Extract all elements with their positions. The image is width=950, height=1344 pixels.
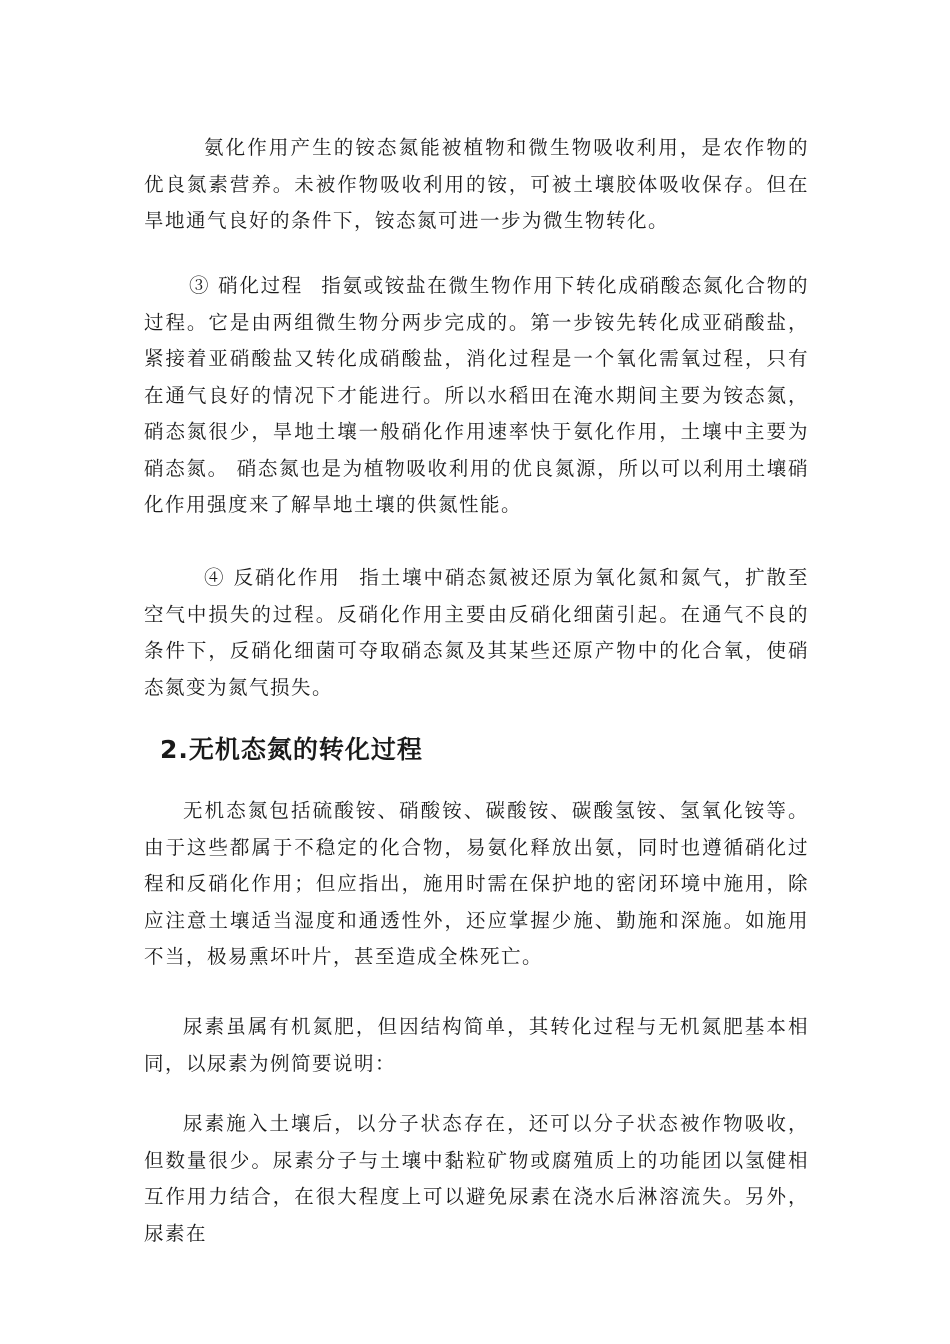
section-heading: 2.无机态氮的转化过程 (160, 735, 423, 764)
nitrification-body: 指氨或铵盐在微生物作用下转化成硝酸态氮化合物的过程。它是由两组微生物分两步完成的。第一步铵先转化成亚硝酸盐，紧接着亚硝酸盐又转化成硝酸盐，消化过程是一个氧化需氧过程，只有在通气良好的情况下才能进行。所以水稻田在淹水期间主要为铵态氮，硝态氮很少，旱地土壤一般硝化作用速率快于氨化作用，土壤中主要为硝态氮。 硝态氮也是为植物吸收利用的优良氮源，所以可以利用土壤硝化作用强度来了解旱地土壤的供氮性能。 (144, 274, 809, 516)
denitrification-body: 指土壤中硝态氮被还原为氧化氮和氮气，扩散至空气中损失的过程。反硝化作用主要由反硝化细菌引起。在通气不良的条件下，反硝化细菌可夺取硝态氮及其某些还原产物中的化合氧，使硝态氮变为氮气损失。 (144, 566, 809, 699)
paragraph-ammonification-result: 氨化作用产生的铵态氮能被植物和微生物吸收利用，是农作物的优良氮素营养。未被作物吸收利用的铵，可被土壤胶体吸收保存。但在旱地通气良好的条件下，铵态氮可进一步为微生物转化。 (144, 136, 809, 232)
paragraph-urea-intro: 尿素虽属有机氮肥，但因结构简单，其转化过程与无机氮肥基本相同，以尿素为例简要说明： (144, 1015, 809, 1075)
item-marker-4: ④ (204, 566, 226, 589)
paragraph-nitrification (144, 268, 809, 524)
term-denitrification: 反硝化作用 (233, 566, 341, 589)
paragraph-urea-detail: 尿素施入土壤后，以分子状态存在，还可以分子状态被作物吸收，但数量很少。尿素分子与土壤中黏粒矿物或腐殖质上的功能团以氢健相互作用力结合，在很大程度上可以避免尿素在浇水后淋溶流失。另外，尿素在 (144, 1112, 809, 1245)
term-nitrification: 硝化过程 (218, 274, 304, 297)
paragraph-inorganic-nitrogen: 无机态氮包括硫酸铵、硝酸铵、碳酸铵、碳酸氢铵、氢氧化铵等。由于这些都属于不稳定的化合物，易氨化释放出氨，同时也遵循硝化过程和反硝化作用；但应指出，施用时需在保护地的密闭环境中施用，除应注意土壤适当湿度和通透性外，还应掌握少施、勤施和深施。如施用不当，极易熏坏叶片，甚至造成全株死亡。 (144, 799, 809, 968)
item-marker-3: ③ (189, 274, 211, 297)
paragraph-denitrification (144, 560, 809, 706)
